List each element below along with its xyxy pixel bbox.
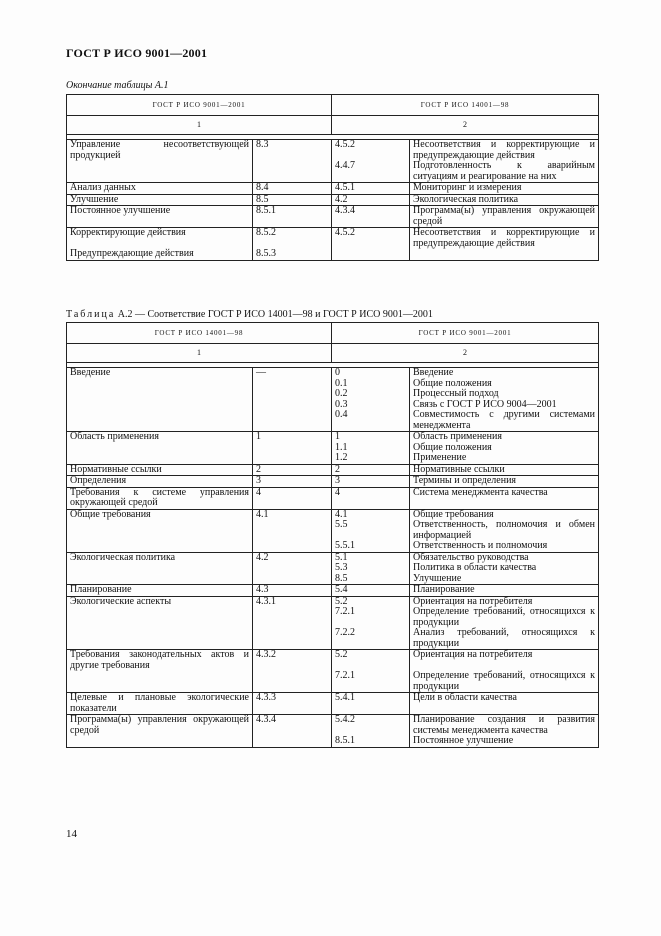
table-cell <box>332 194 410 206</box>
cell-line: 0.4 <box>335 409 348 420</box>
cell-line: Экологическая политика <box>70 551 176 563</box>
cell-line: Нормативные ссылки <box>70 463 162 475</box>
table-cell <box>253 464 332 476</box>
cell-line: Общие требования <box>413 508 494 520</box>
table-row <box>67 650 599 693</box>
table-cell <box>332 368 410 432</box>
cell-line: 4.5.2 <box>335 139 356 150</box>
cell-line: 1.1 <box>335 441 348 453</box>
cell-line: Ориентация на потребителя <box>413 595 533 607</box>
cell-line: 4.5.1 <box>335 182 356 193</box>
cell-line: Ответственность, полномочия и обмен информацией <box>413 519 596 541</box>
cell-line: Несоответствия и корректирующие и предупреждающие действия <box>413 139 596 161</box>
cell-line: 4.3.1 <box>256 595 276 607</box>
table-continuation-caption: Окончание таблицы А.1 <box>66 80 169 91</box>
table-a1-continuation <box>66 94 599 261</box>
table-cell <box>332 140 410 183</box>
cell-line: 5.1 <box>335 551 348 563</box>
table-cell <box>332 509 410 552</box>
table-a1-body <box>67 140 599 261</box>
table-cell <box>253 650 332 693</box>
table-row <box>67 509 599 552</box>
cell-line: 4 <box>256 486 261 498</box>
table-cell <box>67 693 253 715</box>
table-row <box>67 206 599 228</box>
cell-line: Общие положения <box>413 377 492 389</box>
cell-line: 4.3.2 <box>256 649 276 660</box>
table-row <box>67 140 599 183</box>
table-cell <box>332 487 410 509</box>
cell-line: 8.3 <box>256 139 269 150</box>
cell-line: Применение <box>413 452 467 463</box>
table-row <box>67 183 599 195</box>
table-cell <box>410 206 599 228</box>
table-row <box>67 596 599 650</box>
cell-line: Требования законодательных актов и другие требования <box>70 649 249 671</box>
table-row <box>67 552 599 585</box>
column-header-left: ГОСТ Р ИСО 14001—98 <box>67 323 332 344</box>
column-number-right: 2 <box>332 344 599 363</box>
table-cell <box>67 509 253 552</box>
cell-line: 4.3.4 <box>256 714 276 725</box>
table-cell <box>332 650 410 693</box>
cell-line: 4.1 <box>335 508 348 520</box>
table-cell <box>67 228 253 261</box>
table-cell <box>332 476 410 488</box>
cell-line: 8.5.1 <box>335 735 355 746</box>
cell-line: — <box>256 367 266 378</box>
table-cell <box>410 194 599 206</box>
cell-line: Программа(ы) управления окружающей средой <box>413 205 596 227</box>
cell-line: 4.1 <box>256 508 269 520</box>
table-cell <box>253 432 332 465</box>
cell-line: 0.3 <box>335 398 348 410</box>
table-cell <box>410 432 599 465</box>
cell-line: Совместимость с другими системами менеджмента <box>413 409 596 431</box>
table-cell <box>67 650 253 693</box>
cell-line: 8.5.1 <box>256 205 276 216</box>
cell-line: 5.2 <box>335 595 348 607</box>
table-cell <box>332 693 410 715</box>
table-cell <box>410 476 599 488</box>
table-row <box>67 476 599 488</box>
cell-line: 4.4.7 <box>335 160 356 171</box>
cell-line: Определение требований, относящихся к продукции <box>413 606 596 628</box>
cell-line: 8.4 <box>256 182 269 193</box>
table-cell <box>253 715 332 748</box>
table-cell <box>410 585 599 597</box>
table-row <box>67 228 599 261</box>
table-row <box>67 585 599 597</box>
table-cell <box>410 693 599 715</box>
table-cell <box>253 183 332 195</box>
cell-line: Определение требований, относящихся к продукции <box>413 670 596 692</box>
column-number-left: 1 <box>67 344 332 363</box>
cell-line: 4 <box>335 486 340 498</box>
cell-line: 7.2.1 <box>335 606 355 617</box>
cell-line: Корректирующие действия <box>70 227 186 238</box>
table-row <box>67 464 599 476</box>
cell-line: Программа(ы) управления окружающей средой <box>70 714 249 736</box>
cell-line: 8.5 <box>335 572 348 584</box>
table-cell <box>67 194 253 206</box>
cell-line: Область применения <box>413 431 502 442</box>
cell-line: Связь с ГОСТ Р ИСО 9004—2001 <box>413 398 557 410</box>
table-cell <box>67 585 253 597</box>
table-cell <box>410 650 599 693</box>
cell-line: 0 <box>335 367 340 378</box>
table-cell <box>410 183 599 195</box>
cell-line: 1 <box>335 431 340 442</box>
table-cell <box>332 206 410 228</box>
table-cell <box>253 487 332 509</box>
cell-line: 5.4.1 <box>335 692 355 703</box>
table-cell <box>332 552 410 585</box>
table-cell <box>67 368 253 432</box>
cell-line: Термины и определения <box>413 475 517 486</box>
cell-line: 4.3 <box>256 584 269 595</box>
cell-line: 1 <box>256 431 261 442</box>
cell-line: 5.4 <box>335 584 348 595</box>
cell-line: Система менеджмента качества <box>413 486 548 498</box>
cell-line: Улучшение <box>70 193 119 205</box>
cell-line: 0.2 <box>335 388 348 399</box>
cell-line: 4.3.3 <box>256 692 276 703</box>
cell-line: Требования к системе управления окружающей средой <box>70 486 249 508</box>
table-cell <box>410 464 599 476</box>
cell-line: Нормативные ссылки <box>413 463 505 475</box>
table-cell <box>332 464 410 476</box>
table-cell <box>67 596 253 650</box>
cell-line: 0.1 <box>335 377 348 389</box>
table-title-text: А.2 — Соответствие ГОСТ Р ИСО 14001—98 и ГОСТ Р ИСО 9001—2001 <box>117 309 433 320</box>
cell-line: 5.3 <box>335 562 348 573</box>
column-header-right: ГОСТ Р ИСО 9001—2001 <box>332 323 599 344</box>
table-row <box>67 693 599 715</box>
table-cell <box>332 228 410 261</box>
table-cell <box>253 585 332 597</box>
cell-line: Анализ данных <box>70 182 136 193</box>
table-cell <box>253 206 332 228</box>
cell-line: Улучшение <box>413 572 462 584</box>
cell-line: Обязательство руководства <box>413 551 529 563</box>
cell-line: 1.2 <box>335 452 348 463</box>
cell-line: 3 <box>256 475 261 486</box>
cell-line: 8.5.2 <box>256 227 276 238</box>
cell-line: Подготовленность к аварийным ситуациям и реагирование на них <box>413 160 596 182</box>
table-cell <box>67 552 253 585</box>
cell-line: Введение <box>413 367 454 378</box>
cell-line: 2 <box>256 463 261 475</box>
table-cell <box>253 140 332 183</box>
cell-line: 5.5.1 <box>335 540 355 551</box>
cell-line: Общие требования <box>70 508 151 520</box>
cell-line: 3 <box>335 475 340 486</box>
table-cell <box>67 715 253 748</box>
table-cell <box>332 585 410 597</box>
cell-line: Политика в области качества <box>413 562 537 573</box>
table-cell <box>332 183 410 195</box>
cell-line: 7.2.2 <box>335 627 355 638</box>
cell-line: Целевые и плановые экологические показатели <box>70 692 249 714</box>
table-row <box>67 194 599 206</box>
cell-line: 4.3.4 <box>335 205 356 216</box>
table-cell <box>253 596 332 650</box>
cell-line: Введение <box>70 367 111 378</box>
table-cell <box>67 487 253 509</box>
table-cell <box>253 693 332 715</box>
cell-line: 4.2 <box>256 551 269 563</box>
table-cell <box>332 432 410 465</box>
cell-line: Планирование создания и развития системы менеджмента качества <box>413 714 596 736</box>
cell-line: Несоответствия и корректирующие и предупреждающие действия <box>413 227 596 249</box>
table-cell <box>410 228 599 261</box>
table-cell <box>67 206 253 228</box>
table-cell <box>67 432 253 465</box>
cell-line: Планирование <box>413 584 475 595</box>
table-cell <box>332 715 410 748</box>
table-cell <box>253 194 332 206</box>
cell-line: 4.5.2 <box>335 227 356 238</box>
cell-line: Ориентация на потребителя <box>413 649 533 660</box>
table-a2-body <box>67 368 599 748</box>
table-row <box>67 487 599 509</box>
table-row <box>67 715 599 748</box>
cell-line: 5.4.2 <box>335 714 355 725</box>
cell-line: 7.2.1 <box>335 670 355 681</box>
cell-line: Постоянное улучшение <box>70 205 171 216</box>
table-cell <box>67 183 253 195</box>
column-header-left: ГОСТ Р ИСО 9001—2001 <box>67 95 332 116</box>
cell-line: Цели в области качества <box>413 692 517 703</box>
cell-line: 5.2 <box>335 649 348 660</box>
cell-line: 2 <box>335 463 340 475</box>
cell-line: Экологические аспекты <box>70 595 172 607</box>
cell-line: 4.2 <box>335 193 348 205</box>
table-a2-title <box>66 309 433 320</box>
table-row <box>67 432 599 465</box>
cell-line: Процессный подход <box>413 388 499 399</box>
cell-line: 8.5 <box>256 193 269 205</box>
table-cell <box>410 140 599 183</box>
table-cell <box>67 464 253 476</box>
cell-line: Общие положения <box>413 441 492 453</box>
column-header-right: ГОСТ Р ИСО 14001—98 <box>332 95 599 116</box>
table-cell <box>410 715 599 748</box>
cell-line: Планирование <box>70 584 132 595</box>
table-cell <box>410 509 599 552</box>
table-cell <box>253 228 332 261</box>
table-row <box>67 368 599 432</box>
table-a2 <box>66 322 599 748</box>
table-cell <box>67 140 253 183</box>
table-cell <box>253 552 332 585</box>
table-cell <box>253 476 332 488</box>
cell-line: Управление несоответствующей продукцией <box>70 139 249 161</box>
column-number-right: 2 <box>332 116 599 135</box>
page-number: 14 <box>66 828 77 840</box>
table-cell <box>410 552 599 585</box>
table-cell <box>410 487 599 509</box>
table-word: Таблица <box>66 309 116 320</box>
table-cell <box>67 476 253 488</box>
table-cell <box>410 596 599 650</box>
document-header: ГОСТ Р ИСО 9001—2001 <box>66 46 208 60</box>
cell-line: Постоянное улучшение <box>413 735 514 746</box>
cell-line: Область применения <box>70 431 159 442</box>
table-cell <box>410 368 599 432</box>
table-cell <box>332 596 410 650</box>
cell-line: Экологическая политика <box>413 193 519 205</box>
table-cell <box>253 509 332 552</box>
cell-line: Предупреждающие действия <box>70 248 194 259</box>
column-number-left: 1 <box>67 116 332 135</box>
table-cell <box>253 368 332 432</box>
cell-line: 5.5 <box>335 519 348 530</box>
cell-line: Ответственность и полномочия <box>413 540 548 551</box>
cell-line: Мониторинг и измерения <box>413 182 522 193</box>
cell-line: 8.5.3 <box>256 248 276 259</box>
cell-line: Определения <box>70 475 127 486</box>
cell-line: Анализ требований, относящихся к продукции <box>413 627 596 649</box>
